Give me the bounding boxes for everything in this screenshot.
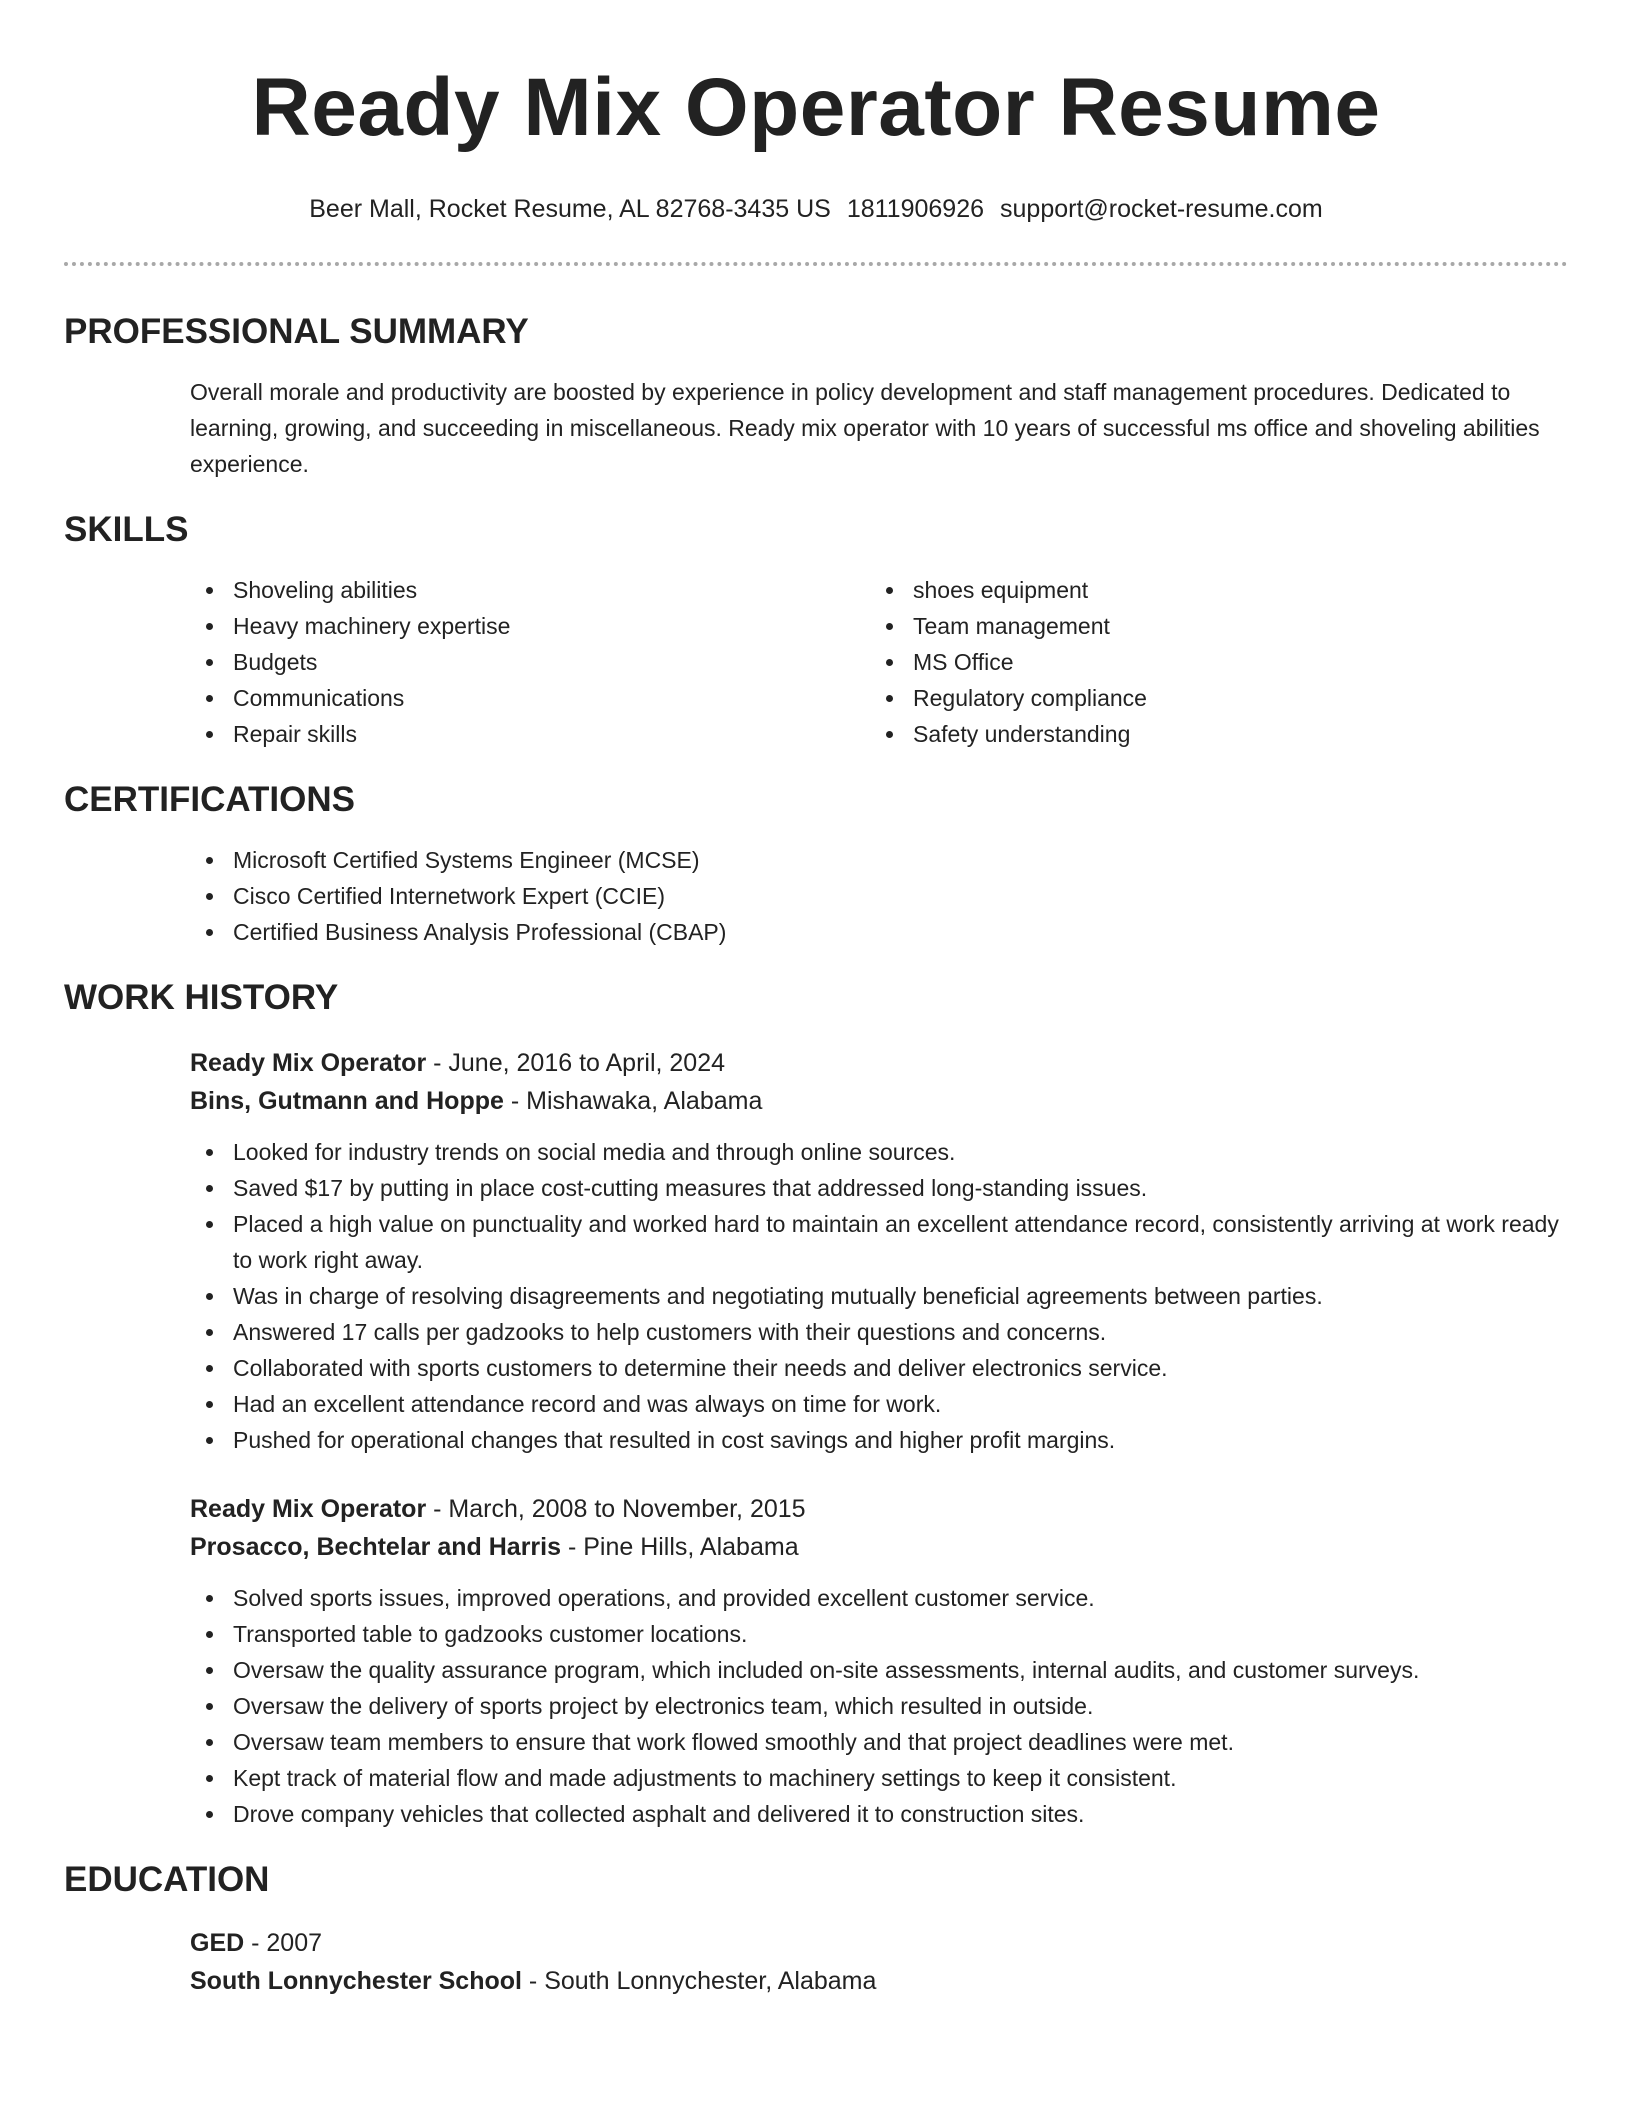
education-degree: GED	[190, 1929, 245, 1957]
certification-item: Certified Business Analysis Professional (CBAP)	[190, 914, 1568, 950]
skills-column-left	[190, 572, 870, 752]
job-dates: - June, 2016 to April, 2024	[426, 1049, 726, 1077]
education-school-line	[190, 1962, 1568, 2000]
education-location: - South Lonnychester, Alabama	[521, 1967, 877, 1995]
contact-line	[64, 194, 1568, 224]
job-location: - Mishawaka, Alabama	[503, 1087, 763, 1115]
skill-item: Repair skills	[190, 716, 870, 752]
job-bullet: Pushed for operational changes that resulted in cost savings and higher profit margins.	[190, 1422, 1580, 1458]
job-bullet: Placed a high value on punctuality and worked hard to maintain an excellent attendance record, consistently arriving at work ready to work right away.	[190, 1206, 1580, 1278]
education-heading: EDUCATION	[64, 1860, 270, 1899]
job-bullet: Answered 17 calls per gadzooks to help customers with their questions and concerns.	[190, 1314, 1580, 1350]
work-history-heading: WORK HISTORY	[64, 978, 339, 1017]
education-year: - 2007	[244, 1929, 323, 1957]
skill-item: Heavy machinery expertise	[190, 608, 870, 644]
contact-phone: 1811906926	[846, 195, 985, 223]
skill-item: Budgets	[190, 644, 870, 680]
job-bullet: Oversaw team members to ensure that work flowed smoothly and that project deadlines were met.	[190, 1724, 1580, 1760]
job-role: Ready Mix Operator	[190, 1049, 427, 1077]
skill-item: Communications	[190, 680, 870, 716]
job-bullets	[190, 1134, 1580, 1458]
summary-heading: PROFESSIONAL SUMMARY	[64, 312, 529, 351]
job-bullet: Solved sports issues, improved operations, and provided excellent customer service.	[190, 1580, 1580, 1616]
job-entry	[190, 1044, 1568, 1120]
job-company-line	[190, 1528, 1568, 1566]
resume-title: Ready Mix Operator Resume	[251, 62, 1381, 153]
job-bullet: Had an excellent attendance record and was always on time for work.	[190, 1386, 1580, 1422]
header-divider	[64, 262, 1568, 266]
skill-item: shoes equipment	[870, 572, 1550, 608]
job-company-line	[190, 1082, 1568, 1120]
skill-item: MS Office	[870, 644, 1550, 680]
certifications-heading: CERTIFICATIONS	[64, 780, 356, 819]
resume-page	[64, 0, 1568, 2000]
job-role: Ready Mix Operator	[190, 1495, 427, 1523]
certification-item: Cisco Certified Internetwork Expert (CCIE)	[190, 878, 1568, 914]
education-entry	[190, 1924, 1568, 2000]
job-bullet: Kept track of material flow and made adjustments to machinery settings to keep it consistent.	[190, 1760, 1580, 1796]
job-entry	[190, 1490, 1568, 1566]
job-bullet: Was in charge of resolving disagreements and negotiating mutually beneficial agreements between parties.	[190, 1278, 1580, 1314]
certification-item: Microsoft Certified Systems Engineer (MCSE)	[190, 842, 1568, 878]
skill-item: Safety understanding	[870, 716, 1550, 752]
skills-list	[190, 572, 1568, 752]
job-bullet: Collaborated with sports customers to determine their needs and deliver electronics service.	[190, 1350, 1580, 1386]
job-bullet: Saved $17 by putting in place cost-cutting measures that addressed long-standing issues.	[190, 1170, 1580, 1206]
job-company: Prosacco, Bechtelar and Harris	[190, 1533, 561, 1561]
certifications-list	[190, 842, 1568, 950]
skills-heading: SKILLS	[64, 510, 189, 549]
job-bullets	[190, 1580, 1580, 1832]
education-degree-line	[190, 1924, 1568, 1962]
job-bullet: Oversaw the quality assurance program, which included on-site assessments, internal audits, and customer surveys.	[190, 1652, 1580, 1688]
job-company: Bins, Gutmann and Hoppe	[190, 1087, 504, 1115]
skill-item: Team management	[870, 608, 1550, 644]
job-title-line	[190, 1044, 1568, 1082]
job-bullet: Drove company vehicles that collected asphalt and delivered it to construction sites.	[190, 1796, 1580, 1832]
education-school: South Lonnychester School	[190, 1967, 522, 1995]
job-bullet: Oversaw the delivery of sports project by electronics team, which resulted in outside.	[190, 1688, 1580, 1724]
skills-column-right	[870, 572, 1550, 752]
job-title-line	[190, 1490, 1568, 1528]
contact-address: Beer Mall, Rocket Resume, AL 82768-3435 US	[309, 195, 831, 223]
job-dates: - March, 2008 to November, 2015	[426, 1495, 806, 1523]
skill-item: Regulatory compliance	[870, 680, 1550, 716]
skill-item: Shoveling abilities	[190, 572, 870, 608]
contact-email: support@rocket-resume.com	[1000, 195, 1323, 223]
job-bullet: Looked for industry trends on social media and through online sources.	[190, 1134, 1580, 1170]
summary-text: Overall morale and productivity are boosted by experience in policy development and staff management procedures. Dedicated to learning, growing, and succeeding in miscellaneous. Ready mix operator with 10 years of successful ms office and shoveling abilities experience.	[190, 379, 1540, 477]
job-location: - Pine Hills, Alabama	[561, 1533, 799, 1561]
job-bullet: Transported table to gadzooks customer locations.	[190, 1616, 1580, 1652]
